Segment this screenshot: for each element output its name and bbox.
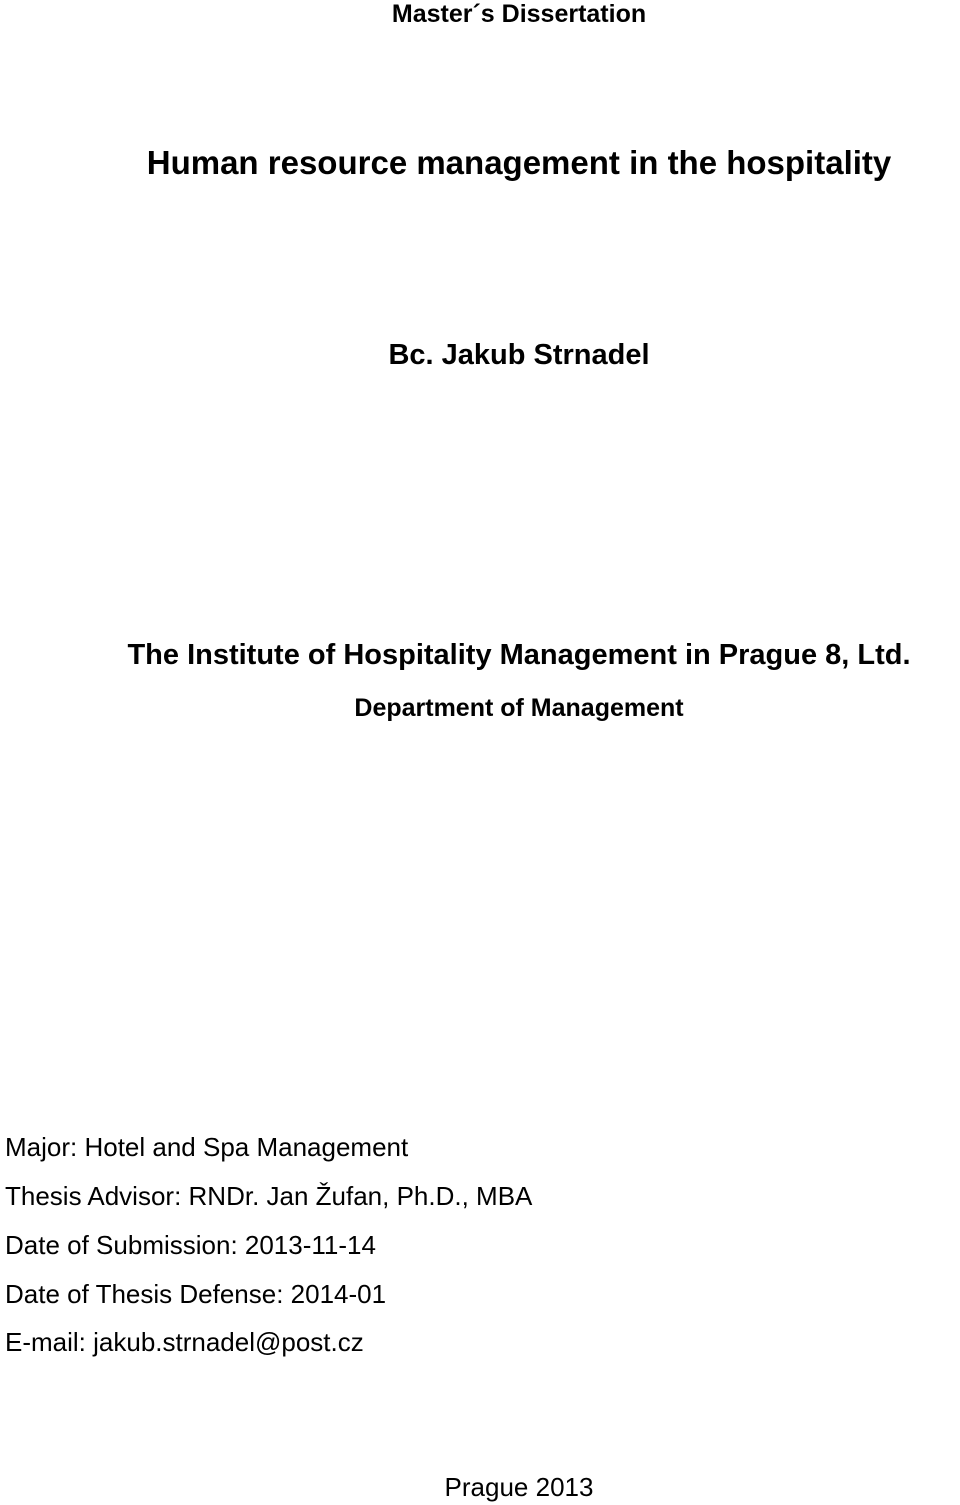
department-name: Department of Management <box>354 694 684 722</box>
email-line: E-mail: jakub.strnadel@post.cz <box>5 1327 364 1357</box>
thesis-title: Human resource management in the hospitality <box>146 144 892 181</box>
author-name: Bc. Jakub Strnadel <box>388 339 650 371</box>
submission-date-line: Date of Submission: 2013-11-14 <box>5 1230 376 1260</box>
place-and-year: Prague 2013 <box>444 1472 594 1502</box>
major-line: Major: Hotel and Spa Management <box>5 1132 409 1162</box>
document-type-heading: Master´s Dissertation <box>391 0 647 28</box>
institution-name: The Institute of Hospitality Management in Prague 8, Ltd. <box>127 639 911 671</box>
defense-date-line: Date of Thesis Defense: 2014-01 <box>5 1279 387 1309</box>
advisor-line: Thesis Advisor: RNDr. Jan Žufan, Ph.D., MBA <box>5 1181 533 1211</box>
